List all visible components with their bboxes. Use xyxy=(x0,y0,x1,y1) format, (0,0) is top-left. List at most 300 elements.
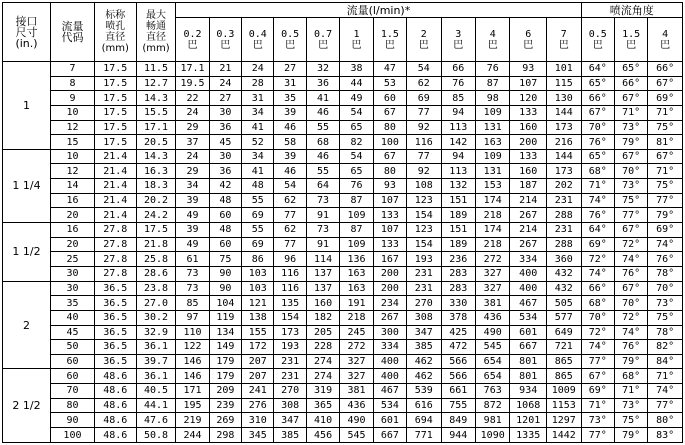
pressure-unit: 巴 xyxy=(523,39,534,51)
flow-value: 173 xyxy=(274,325,306,340)
angle-value: 82° xyxy=(648,340,683,355)
flow-value: 270 xyxy=(274,384,306,399)
orifice-diameter: 36.5 xyxy=(94,296,136,311)
flow-value: 116 xyxy=(274,281,306,296)
flow-value: 19.5 xyxy=(176,76,209,91)
passage-diameter: 39.7 xyxy=(136,354,176,369)
flow-code: 50 xyxy=(51,340,95,355)
flow-value: 385 xyxy=(274,428,306,443)
flow-value: 85 xyxy=(441,91,475,106)
flow-pressure-header xyxy=(546,18,581,62)
orifice-diameter: 27.8 xyxy=(94,266,136,281)
flow-value: 385 xyxy=(407,340,441,355)
flow-value: 163 xyxy=(475,135,509,150)
table-row xyxy=(3,164,683,179)
angle-value: 75° xyxy=(614,413,647,428)
flow-value: 1068 xyxy=(510,398,547,413)
flow-pressure-header xyxy=(373,18,406,62)
flow-value: 55 xyxy=(242,223,274,238)
angle-value: 72° xyxy=(614,310,647,325)
angle-value: 83° xyxy=(648,428,683,443)
flow-value: 49 xyxy=(176,208,209,223)
pressure-value: 1.5 xyxy=(380,28,399,40)
flow-value: 92 xyxy=(407,164,441,179)
passage-diameter: 50.8 xyxy=(136,428,176,443)
flow-value: 649 xyxy=(546,325,581,340)
flow-value: 39 xyxy=(176,223,209,238)
flow-value: 283 xyxy=(441,266,475,281)
flow-value: 200 xyxy=(373,266,406,281)
flow-value: 134 xyxy=(209,325,241,340)
passage-diameter: 44.1 xyxy=(136,398,176,413)
flow-value: 347 xyxy=(407,325,441,340)
flow-value: 132 xyxy=(441,179,475,194)
table-row xyxy=(3,266,683,281)
flow-value: 934 xyxy=(510,384,547,399)
flow-code: 45 xyxy=(51,325,95,340)
angle-value: 73° xyxy=(581,413,614,428)
flow-value: 167 xyxy=(373,252,406,267)
flow-code: 12 xyxy=(51,164,95,179)
flow-value: 133 xyxy=(510,105,547,120)
flow-value: 94 xyxy=(441,149,475,164)
flow-value: 218 xyxy=(340,310,373,325)
pressure-unit: 巴 xyxy=(558,39,569,51)
flow-value: 53 xyxy=(373,76,406,91)
angle-value: 70° xyxy=(581,310,614,325)
passage-diameter: 40.5 xyxy=(136,384,176,399)
flow-value: 179 xyxy=(209,354,241,369)
flow-value: 77 xyxy=(407,149,441,164)
flow-value: 90 xyxy=(209,281,241,296)
pressure-unit: 巴 xyxy=(487,39,498,51)
flow-value: 270 xyxy=(407,296,441,311)
pressure-value: 7 xyxy=(560,28,567,40)
passage-diameter: 15.5 xyxy=(136,105,176,120)
flow-value: 113 xyxy=(441,164,475,179)
flow-value: 109 xyxy=(340,208,373,223)
flow-value: 345 xyxy=(242,428,274,443)
table-row xyxy=(3,62,683,77)
flow-value: 378 xyxy=(441,310,475,325)
orifice-diameter: 36.5 xyxy=(94,325,136,340)
flow-value: 87 xyxy=(340,193,373,208)
flow-value: 93 xyxy=(373,179,406,194)
flow-value: 116 xyxy=(274,266,306,281)
flow-value: 272 xyxy=(475,252,509,267)
flow-value: 228 xyxy=(306,340,339,355)
passage-diameter: 17.1 xyxy=(136,120,176,135)
flow-value: 160 xyxy=(510,164,547,179)
angle-value: 72° xyxy=(614,237,647,252)
flow-value: 231 xyxy=(274,369,306,384)
flow-value: 219 xyxy=(176,413,209,428)
flow-value: 151 xyxy=(441,223,475,238)
flow-value: 22 xyxy=(176,91,209,106)
orifice-diameter: 17.5 xyxy=(94,135,136,150)
angle-value: 74° xyxy=(581,193,614,208)
flow-value: 46 xyxy=(306,149,339,164)
flow-value: 133 xyxy=(510,149,547,164)
passage-diameter: 36.1 xyxy=(136,369,176,384)
flow-value: 207 xyxy=(242,354,274,369)
angle-value: 64° xyxy=(581,62,614,77)
flow-value: 131 xyxy=(475,120,509,135)
flow-value: 85 xyxy=(176,296,209,311)
orifice-diameter: 36.5 xyxy=(94,340,136,355)
flow-value: 231 xyxy=(274,354,306,369)
flow-value: 193 xyxy=(274,340,306,355)
orifice-diameter: 27.8 xyxy=(94,252,136,267)
flow-value: 30 xyxy=(209,105,241,120)
pressure-unit: 巴 xyxy=(252,39,263,51)
passage-diameter: 32.9 xyxy=(136,325,176,340)
flow-value: 27 xyxy=(274,62,306,77)
flow-value: 327 xyxy=(340,354,373,369)
flow-code: 12 xyxy=(51,120,95,135)
angle-value: 67° xyxy=(581,105,614,120)
flow-value: 80 xyxy=(373,120,406,135)
flow-value: 347 xyxy=(274,413,306,428)
flow-value: 54 xyxy=(340,149,373,164)
connection-size: 2 xyxy=(3,281,51,369)
angle-value: 73° xyxy=(614,398,647,413)
flow-value: 41 xyxy=(306,91,339,106)
flow-value: 133 xyxy=(373,208,406,223)
flow-value: 44 xyxy=(340,76,373,91)
angle-value: 71° xyxy=(581,398,614,413)
angle-value: 79° xyxy=(648,208,683,223)
flow-value: 490 xyxy=(340,413,373,428)
flow-value: 101 xyxy=(546,62,581,77)
flow-value: 566 xyxy=(441,369,475,384)
flow-value: 46 xyxy=(274,164,306,179)
flow-value: 137 xyxy=(306,266,339,281)
flow-value: 36 xyxy=(209,164,241,179)
pressure-unit: 巴 xyxy=(592,39,603,51)
angle-value: 67° xyxy=(648,149,683,164)
flow-value: 505 xyxy=(546,296,581,311)
flow-value: 66 xyxy=(441,62,475,77)
passage-diameter: 18.3 xyxy=(136,179,176,194)
flow-value: 545 xyxy=(340,428,373,443)
table-row xyxy=(3,340,683,355)
angle-value: 75° xyxy=(648,120,683,135)
angle-value: 68° xyxy=(581,296,614,311)
header-flow-code: 流量 代码 xyxy=(51,3,95,62)
flow-value: 327 xyxy=(475,281,509,296)
angle-value: 71° xyxy=(648,164,683,179)
flow-value: 69 xyxy=(242,237,274,252)
table-row xyxy=(3,413,683,428)
angle-value: 77° xyxy=(648,398,683,413)
flow-value: 1090 xyxy=(475,428,509,443)
pressure-value: 3 xyxy=(455,28,462,40)
flow-value: 109 xyxy=(475,105,509,120)
flow-value: 146 xyxy=(176,369,209,384)
flow-value: 39 xyxy=(176,193,209,208)
flow-value: 327 xyxy=(340,369,373,384)
angle-value: 69° xyxy=(648,223,683,238)
flow-value: 133 xyxy=(373,237,406,252)
pressure-value: 0.5 xyxy=(281,28,300,40)
flow-value: 472 xyxy=(441,340,475,355)
flow-value: 432 xyxy=(546,281,581,296)
passage-diameter: 14.3 xyxy=(136,149,176,164)
flow-value: 160 xyxy=(306,296,339,311)
flow-value: 122 xyxy=(176,340,209,355)
flow-value: 100 xyxy=(373,135,406,150)
flow-value: 400 xyxy=(373,369,406,384)
table-row xyxy=(3,281,683,296)
flow-value: 103 xyxy=(242,281,274,296)
flow-value: 1297 xyxy=(546,413,581,428)
flow-value: 310 xyxy=(242,413,274,428)
flow-value: 218 xyxy=(475,237,509,252)
passage-diameter: 24.2 xyxy=(136,208,176,223)
angle-value: 78° xyxy=(648,325,683,340)
connection-size: 1 1/4 xyxy=(3,149,51,222)
flow-value: 49 xyxy=(176,237,209,252)
flow-value: 667 xyxy=(510,340,547,355)
angle-value: 74° xyxy=(648,237,683,252)
flow-value: 107 xyxy=(510,76,547,91)
orifice-diameter: 36.5 xyxy=(94,310,136,325)
table-row xyxy=(3,91,683,106)
orifice-diameter: 17.5 xyxy=(94,120,136,135)
flow-value: 400 xyxy=(373,354,406,369)
flow-value: 436 xyxy=(340,398,373,413)
flow-code: 8 xyxy=(51,76,95,91)
flow-code: 90 xyxy=(51,413,95,428)
flow-value: 76 xyxy=(475,62,509,77)
flow-value: 30 xyxy=(209,149,241,164)
table-row xyxy=(3,135,683,150)
angle-value: 76° xyxy=(581,135,614,150)
flow-value: 73 xyxy=(176,281,209,296)
flow-value: 60 xyxy=(209,208,241,223)
flow-code: 80 xyxy=(51,398,95,413)
angle-value: 79° xyxy=(614,428,647,443)
flow-value: 39 xyxy=(274,105,306,120)
flow-value: 65 xyxy=(340,120,373,135)
header-flow-rate: 流量(l/min)* xyxy=(176,3,581,18)
flow-value: 276 xyxy=(242,398,274,413)
pressure-unit: 巴 xyxy=(285,39,296,51)
flow-value: 191 xyxy=(340,296,373,311)
flow-value: 214 xyxy=(510,193,547,208)
flow-value: 298 xyxy=(209,428,241,443)
angle-value: 76° xyxy=(614,266,647,281)
flow-pressure-header xyxy=(510,18,547,62)
flow-value: 87 xyxy=(475,76,509,91)
flow-value: 68 xyxy=(306,135,339,150)
flow-value: 120 xyxy=(510,91,547,106)
flow-value: 661 xyxy=(441,384,475,399)
flow-value: 849 xyxy=(441,413,475,428)
flow-value: 31 xyxy=(242,91,274,106)
table-row xyxy=(3,398,683,413)
flow-value: 131 xyxy=(475,164,509,179)
flow-value: 381 xyxy=(340,384,373,399)
flow-code: 100 xyxy=(51,428,95,443)
flow-value: 160 xyxy=(510,120,547,135)
flow-value: 48 xyxy=(209,193,241,208)
flow-value: 202 xyxy=(546,179,581,194)
flow-value: 47 xyxy=(373,62,406,77)
flow-value: 45 xyxy=(209,135,241,150)
flow-value: 432 xyxy=(546,266,581,281)
flow-value: 721 xyxy=(546,340,581,355)
flow-value: 200 xyxy=(373,281,406,296)
angle-value: 71° xyxy=(581,179,614,194)
angle-value: 66° xyxy=(648,62,683,77)
pressure-value: 4 xyxy=(662,28,669,40)
flow-value: 179 xyxy=(209,369,241,384)
flow-value: 269 xyxy=(209,413,241,428)
flow-value: 214 xyxy=(510,223,547,238)
flow-value: 189 xyxy=(441,208,475,223)
flow-value: 694 xyxy=(407,413,441,428)
pressure-value: 0.4 xyxy=(248,28,267,40)
flow-value: 35 xyxy=(274,91,306,106)
table-row xyxy=(3,237,683,252)
flow-code: 15 xyxy=(51,135,95,150)
flow-value: 61 xyxy=(176,252,209,267)
flow-value: 87 xyxy=(340,223,373,238)
flow-value: 69 xyxy=(407,91,441,106)
flow-code: 9 xyxy=(51,91,95,106)
flow-value: 114 xyxy=(306,252,339,267)
orifice-diameter: 48.6 xyxy=(94,369,136,384)
flow-value: 62 xyxy=(274,193,306,208)
flow-value: 616 xyxy=(407,398,441,413)
flow-value: 272 xyxy=(340,340,373,355)
flow-value: 92 xyxy=(407,120,441,135)
orifice-diameter: 48.6 xyxy=(94,398,136,413)
flow-value: 48 xyxy=(242,179,274,194)
flow-code: 16 xyxy=(51,223,95,238)
flow-value: 155 xyxy=(242,325,274,340)
orifice-diameter: 21.4 xyxy=(94,179,136,194)
angle-value: 79° xyxy=(614,354,647,369)
pressure-unit: 巴 xyxy=(187,39,198,51)
angle-value: 68° xyxy=(581,164,614,179)
flow-value: 154 xyxy=(274,310,306,325)
angle-value: 70° xyxy=(614,164,647,179)
flow-pressure-header xyxy=(242,18,274,62)
angle-value: 67° xyxy=(614,281,647,296)
table-row xyxy=(3,76,683,91)
flow-value: 58 xyxy=(274,135,306,150)
table-row xyxy=(3,120,683,135)
flow-code: 16 xyxy=(51,193,95,208)
flow-value: 274 xyxy=(306,369,339,384)
flow-value: 193 xyxy=(407,252,441,267)
flow-value: 410 xyxy=(306,413,339,428)
flow-value: 462 xyxy=(407,369,441,384)
flow-value: 244 xyxy=(176,428,209,443)
flow-value: 149 xyxy=(209,340,241,355)
flow-value: 231 xyxy=(407,266,441,281)
pressure-unit: 巴 xyxy=(384,39,395,51)
pressure-unit: 巴 xyxy=(318,39,329,51)
flow-value: 94 xyxy=(441,105,475,120)
flow-code: 10 xyxy=(51,149,95,164)
flow-value: 654 xyxy=(475,354,509,369)
flow-value: 60 xyxy=(209,237,241,252)
flow-value: 534 xyxy=(510,310,547,325)
orifice-diameter: 36.5 xyxy=(94,281,136,296)
pressure-value: 2 xyxy=(420,28,427,40)
header-orifice-diameter: 标称 喷孔 直径 (mm) xyxy=(94,3,136,62)
flow-value: 771 xyxy=(407,428,441,443)
angle-value: 72° xyxy=(581,325,614,340)
flow-value: 360 xyxy=(546,252,581,267)
flow-value: 231 xyxy=(546,193,581,208)
angle-value: 68° xyxy=(614,369,647,384)
orifice-diameter: 27.8 xyxy=(94,237,136,252)
angle-value: 65° xyxy=(614,62,647,77)
flow-value: 200 xyxy=(510,135,547,150)
pressure-unit: 巴 xyxy=(626,39,637,51)
angle-value: 66° xyxy=(581,91,614,106)
angle-pressure-header xyxy=(614,18,647,62)
flow-value: 42 xyxy=(209,179,241,194)
orifice-diameter: 17.5 xyxy=(94,105,136,120)
table-body xyxy=(3,62,683,443)
flow-value: 76 xyxy=(340,179,373,194)
pressure-value: 0.5 xyxy=(588,28,607,40)
flow-value: 24 xyxy=(176,105,209,120)
passage-diameter: 17.5 xyxy=(136,223,176,238)
flow-code: 30 xyxy=(51,281,95,296)
flow-code: 70 xyxy=(51,384,95,399)
angle-value: 74° xyxy=(614,325,647,340)
flow-value: 39 xyxy=(274,149,306,164)
flow-value: 172 xyxy=(242,340,274,355)
pressure-unit: 巴 xyxy=(220,39,231,51)
flow-code: 25 xyxy=(51,252,95,267)
flow-value: 113 xyxy=(441,120,475,135)
flow-value: 130 xyxy=(546,91,581,106)
flow-value: 462 xyxy=(407,354,441,369)
connection-size: 2 1/2 xyxy=(3,369,51,443)
flow-value: 136 xyxy=(340,252,373,267)
flow-value: 231 xyxy=(546,223,581,238)
header-spray-angle: 喷流角度 xyxy=(581,3,682,18)
flow-value: 236 xyxy=(441,252,475,267)
flow-value: 93 xyxy=(510,62,547,77)
flow-value: 274 xyxy=(306,354,339,369)
flow-value: 163 xyxy=(340,266,373,281)
flow-value: 755 xyxy=(441,398,475,413)
orifice-diameter: 48.6 xyxy=(94,413,136,428)
flow-value: 77 xyxy=(274,237,306,252)
flow-value: 107 xyxy=(373,193,406,208)
flow-value: 54 xyxy=(274,179,306,194)
flow-value: 142 xyxy=(441,135,475,150)
angle-value: 75° xyxy=(648,179,683,194)
angle-value: 70° xyxy=(648,281,683,296)
angle-value: 72° xyxy=(581,252,614,267)
orifice-diameter: 36.5 xyxy=(94,354,136,369)
flow-value: 75 xyxy=(209,252,241,267)
passage-diameter: 21.8 xyxy=(136,237,176,252)
flow-value: 137 xyxy=(306,281,339,296)
angle-value: 71° xyxy=(614,105,647,120)
flow-value: 308 xyxy=(274,398,306,413)
